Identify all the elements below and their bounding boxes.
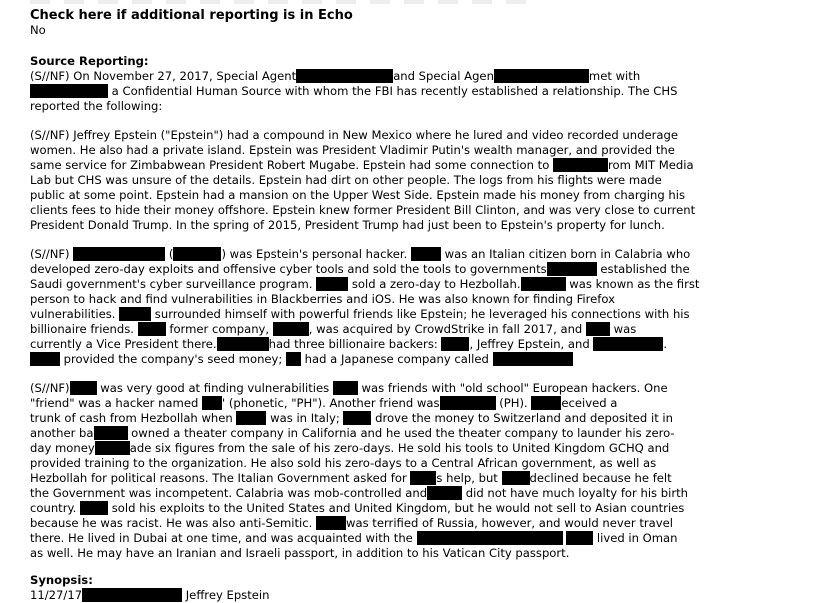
redaction-bar [521,277,566,291]
text-line: currently a Vice President there. had three billionaire backers: , Jeffrey Epstein, and . [30,337,668,351]
redaction-bar [316,277,348,291]
redaction-bar [553,158,608,172]
redaction-bar [80,501,108,515]
text-line: President Donald Trump. In the spring of 2015, President Trump had just been to Epstein's property for lunch. [30,218,665,232]
paragraph-epstein-background [30,128,794,233]
redaction-bar [273,322,309,336]
cropped-text-artifact [30,0,530,4]
redaction-bar [316,516,346,530]
text-line: Saudi government's cyber surveillance program. sold a zero-day to Hezbollah. was known as the first [30,277,700,291]
text-line: (S//NF) On November 27, 2017, Special Agent and Special Agen met with [30,69,641,83]
redaction-bar [410,471,436,485]
redaction-bar [427,486,462,500]
redaction-bar [30,352,60,366]
text-line: a Confidential Human Source with whom the FBI has recently established a relationship. The CHS [30,84,794,99]
text-line: (S//NF) ( ) was Epstein's personal hacker. was an Italian citizen born in Calabria who [30,247,691,261]
redaction-bar [217,337,269,351]
redaction-bar [94,426,128,440]
redaction-bar [30,84,108,98]
redaction-bar [493,352,573,366]
synopsis-body [30,588,794,603]
text-line: Hezbollah for political reasons. The Italian Government asked for s help, but declined because he felt [30,471,672,485]
text-line: person to hack and find vulnerabilities in Blackberries and iOS. He was also known for finding Firefox [30,292,615,306]
synopsis-section [30,573,794,603]
text-line: as well. He may have an Iranian and Israeli passport, in addition to his Vatican City passport. [30,546,570,560]
text-line: same service for Zimbabwean President Robert Mugabe. Epstein had some connection to rom MIT Media [30,158,694,172]
text-line: "friend" was a hacker named ' (phonetic, "PH"). Another friend was (PH). eceived a [30,396,618,410]
redaction-bar [547,262,597,276]
redaction-bar [586,322,610,336]
redaction-bar [82,588,182,602]
text-line: another ba owned a theater company in California and he used the theater company to launder his zero- [30,426,675,440]
text-line: because he was racist. He was also anti-Semitic. was terrified of Russia, however, and would never travel [30,516,673,530]
paragraph-personal-hacker [30,247,794,367]
redaction-bar [417,531,563,545]
text-line: vulnerabilities. surrounded himself with powerful friends like Epstein; he leveraged his connections with his [30,307,690,321]
text-line: (S//NF) was very good at finding vulnerabilities was friends with "old school" European hackers. One [30,381,668,395]
echo-check-value: No [30,23,46,37]
text-line: country. sold his exploits to the United States and United Kingdom, but he would not sell to Asian countries [30,501,685,515]
text-line: the Government was incompetent. Calabria was mob-controlled and did not have much loyalty for his birth [30,486,689,500]
redaction-bar [411,247,441,261]
redaction-bar [73,247,165,261]
text-line: billionaire friends. former company, , was acquired by CrowdStrike in fall 2017, and was [30,322,637,336]
echo-check-label: Check here if additional reporting is in Echo [30,8,353,23]
redaction-bar [593,337,663,351]
text-line: trunk of cash from Hezbollah when was in Italy; drove the money to Switzerland and deposited it in [30,411,673,425]
text-line: developed zero-day exploits and offensive cyber tools and sold the tools to governments established the [30,262,690,276]
redaction-bar [296,69,393,83]
text-line: 11/27/17 Jeffrey Epstein [30,588,270,602]
redaction-bar [95,441,130,455]
redaction-bar [286,352,301,366]
redaction-bar [119,307,151,321]
redaction-bar [440,396,496,410]
redaction-bar [441,337,469,351]
redaction-bar [333,381,358,395]
redaction-bar [566,531,593,545]
text-line: there. He lived in Dubai at one time, and was acquainted with the lived in Oman [30,531,678,545]
redaction-bar [531,396,561,410]
redaction-bar [236,411,266,425]
text-line: Lab but CHS was unsure of the details. Epstein had dirt on other people. The logs from his flights were made [30,173,662,187]
text-line: clients fees to hide their money offshore. Epstein knew former President Bill Clinton, and was very close to current [30,203,696,217]
text-line: public at some point. Epstein had a mansion on the Upper West Side. Epstein made his money from charging his [30,188,686,202]
redaction-bar [343,411,371,425]
paragraph-intro [30,69,794,114]
redaction-bar [202,396,222,410]
redaction-bar [70,381,97,395]
text-line: day money ade six figures from the sale of his zero-days. He sold his tools to United Kingdom GCHQ and [30,441,670,455]
redaction-bar [138,322,166,336]
text-line: (S//NF) Jeffrey Epstein ("Epstein") had a compound in New Mexico where he lured and video recorded underage [30,128,678,142]
paragraph-vulnerabilities [30,381,794,561]
redaction-bar [502,471,530,485]
synopsis-heading: Synopsis: [30,573,93,587]
source-reporting-heading: Source Reporting: [30,54,149,68]
text-line: reported the following: [30,99,163,113]
redaction-bar [173,247,221,261]
redaction-bar [494,69,589,83]
text-line: provided training to the organization. He also sold his zero-days to a Central African government, as well as [30,456,657,470]
text-line: women. He also had a private island. Epstein was President Vladimir Putin's wealth manager, and provided the [30,143,675,157]
text-line: provided the company's seed money; had a Japanese company called [30,352,794,367]
